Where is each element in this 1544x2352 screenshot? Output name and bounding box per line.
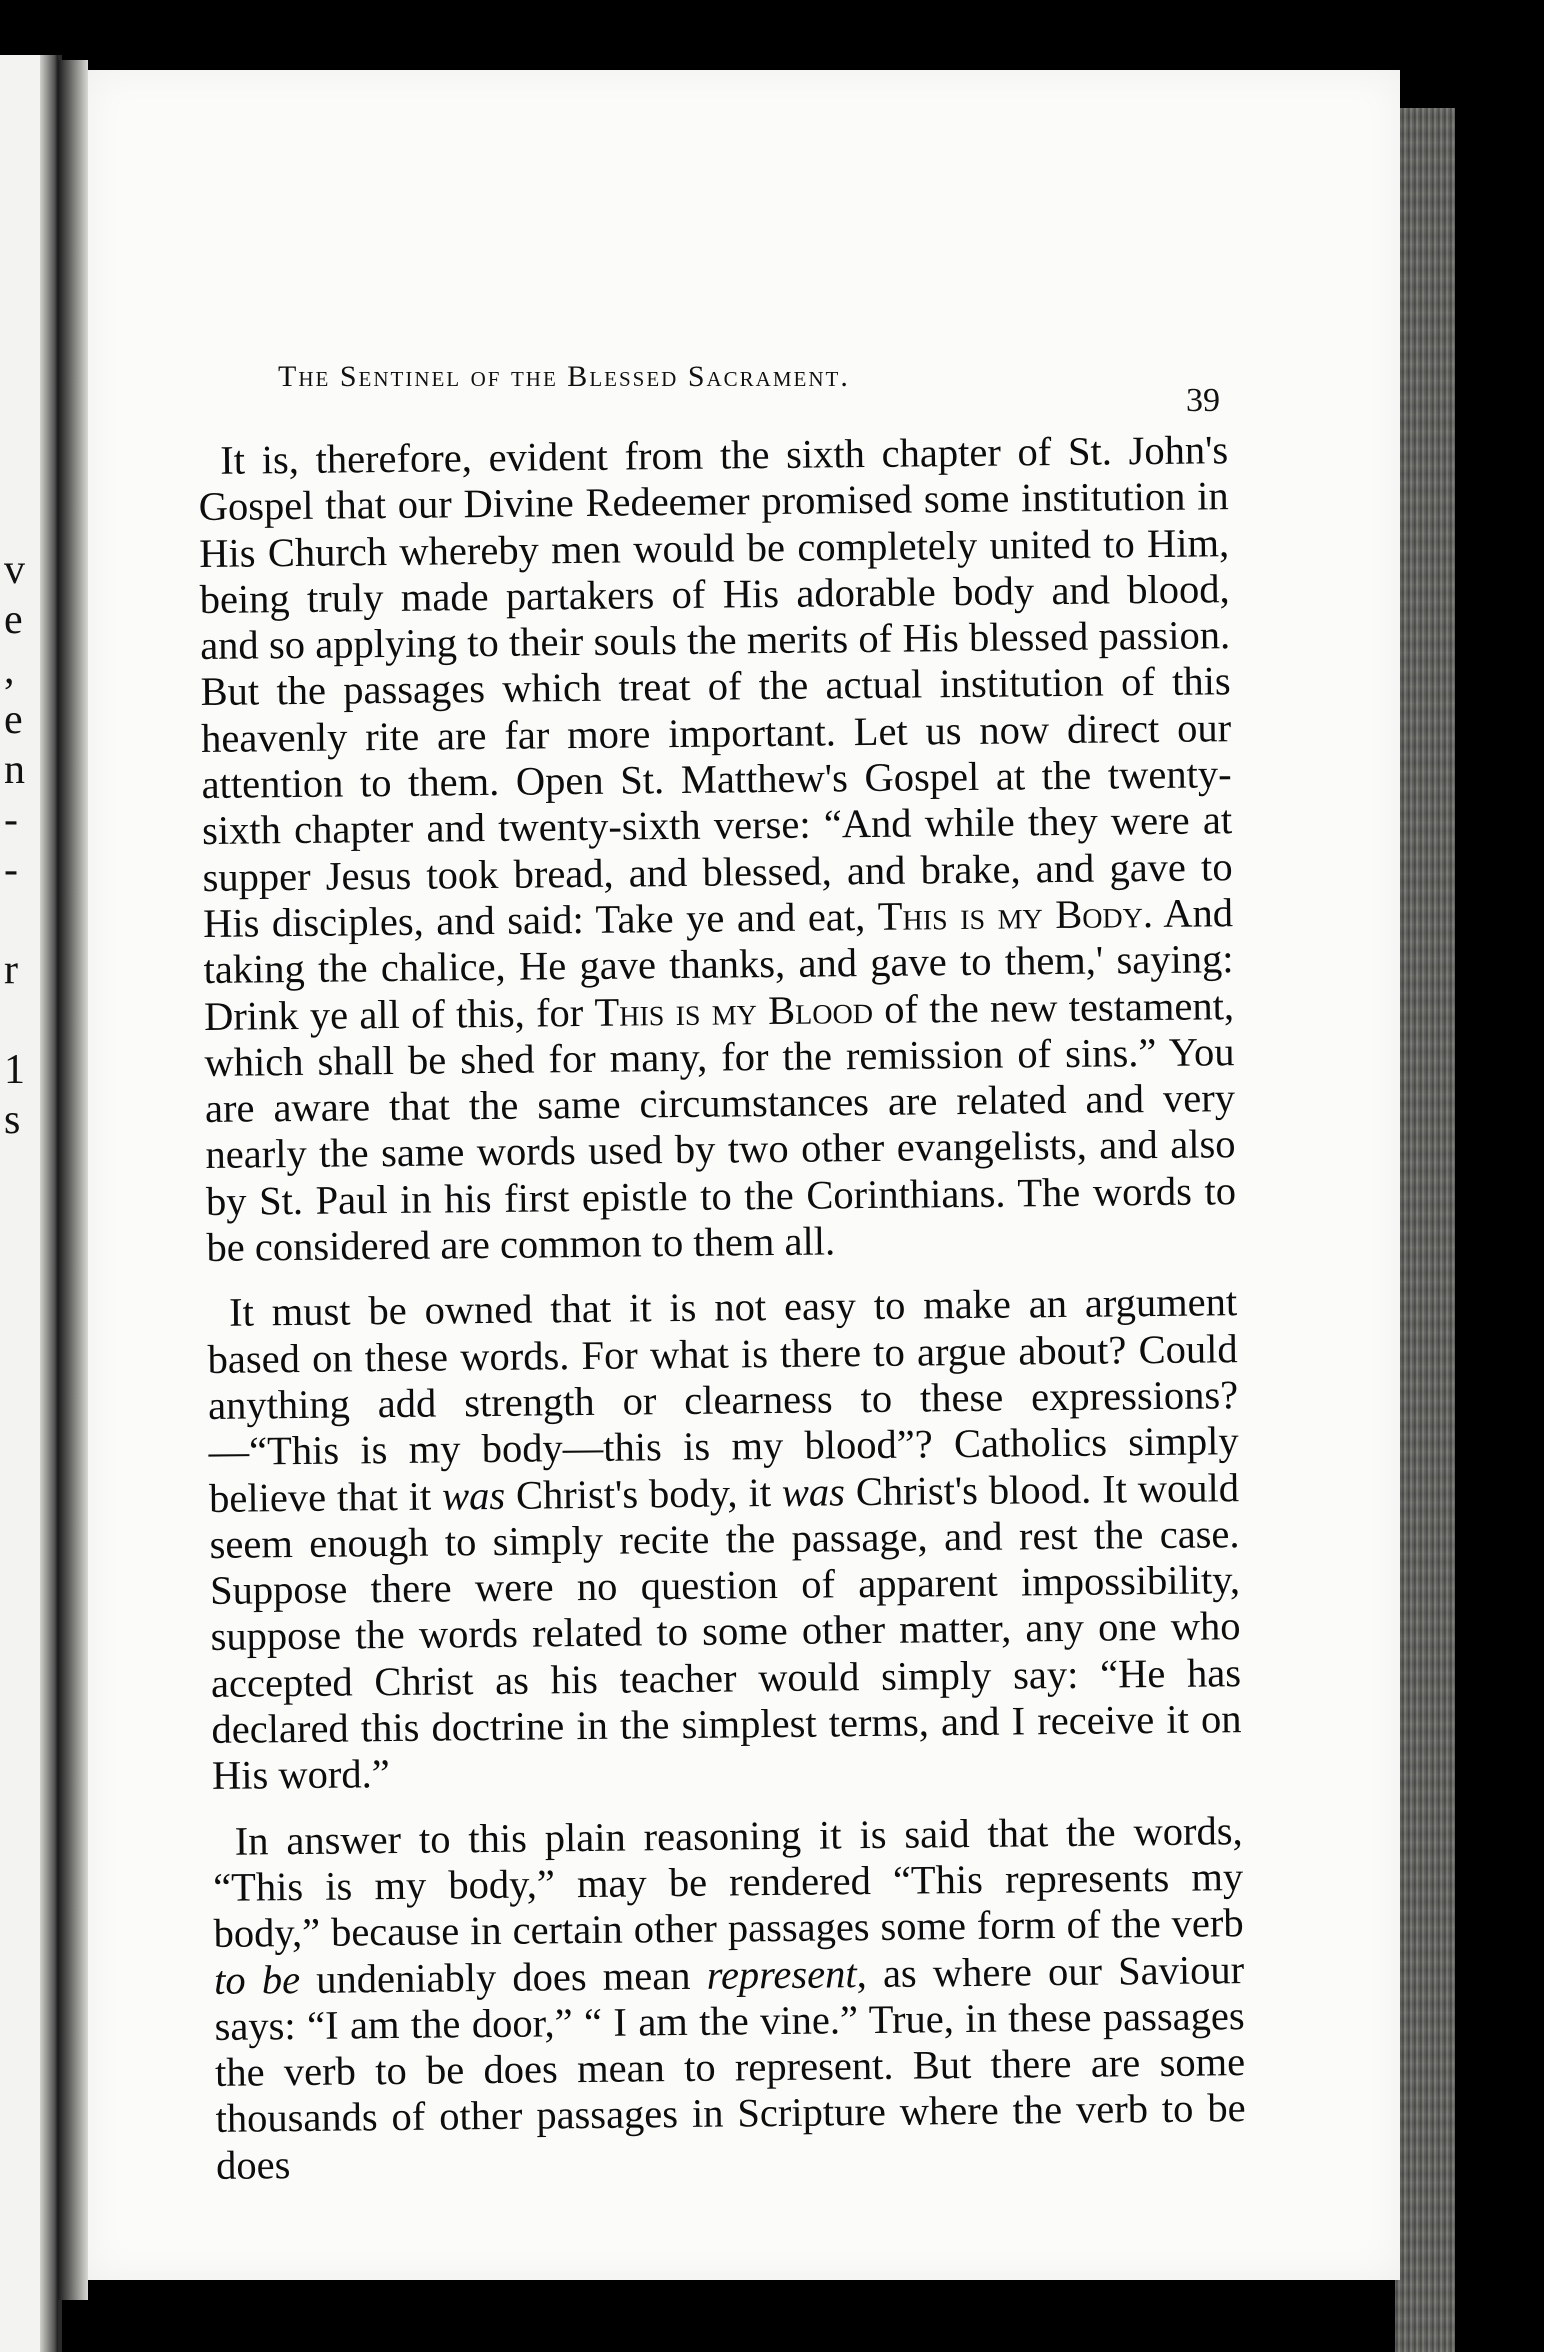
left-page-fragments: v e , e n - - r 1 s (4, 547, 25, 1143)
page-edges (1395, 108, 1455, 2352)
left-page-edge (0, 55, 62, 2352)
running-head: The Sentinel of the Blessed Sacrament. (278, 360, 850, 393)
italic-represent: represent (706, 1950, 857, 1998)
book-page (88, 70, 1400, 2280)
italic-was: was (441, 1472, 506, 1519)
spine-shadow (40, 55, 58, 2352)
small-caps-this-is-my-body: This is my Body (877, 891, 1144, 939)
body-text (198, 427, 1246, 2189)
italic-to-be: to be (213, 1956, 301, 2003)
paragraph-1: It is, therefore, evident from the sixth chapter of St. John's Gospel that our Divine Redeemer promised some institution in His Church whereby men would be completely united to Him, being truly made partakers of His adorable body and blood, and so applying to their souls the merits of His blessed passion. But the passages which treat of the actual institution of this heavenly rite are far more important. Let us now direct our attention to them. Open St. Matthew's Gospel at the twenty-sixth chapter and twenty-sixth verse: “And while they were at supper Jesus took bread, and blessed, and brake, and gave to His disciples, and said: Take ye and eat, This is my Body. And taking the chalice, He gave thanks, and gave to them,' saying: Drink ye all of this, for This is my Blood of the new testament, which shall be shed for many, for the remission of sins.” You are aware that the same circumstances are related and very nearly the same words used by two other evangelists, and also by St. Paul in his first epistle to the Corinthians. The words to be considered are common to them all. (198, 427, 1237, 1271)
small-caps-this-is-my-blood: This is my Blood (594, 986, 874, 1035)
italic-was: was (781, 1468, 846, 1515)
paragraph-2: It must be owned that it is not easy to make an argument based on these words. For what is there to argue about? Could anything add strength or clearness to these expressions?—“This is my body—this is my blood”? Catholics simply believe that it was Christ's body, it was Christ's blood. It would seem enough to simply recite the passage, and rest the case. Suppose there were no question of apparent impossibility, suppose the words related to some other matter, any one who accepted Christ as his teacher would simply say: “He has declared this doctrine in the simplest terms, and I receive it on His word.” (207, 1279, 1242, 1799)
page-number: 39 (1186, 382, 1220, 419)
paragraph-3: In answer to this plain reasoning it is said that the words, “This is my body,” may be rendered “This represents my body,” because in certain other passages some form of the verb to be undeniably does mean represent, as where our Saviour says: “I am the door,” “ I am the vine.” True, in these passages the verb to be does mean to represent. But there are some thousands of other passages in Scripture where the verb to be does (212, 1807, 1246, 2188)
